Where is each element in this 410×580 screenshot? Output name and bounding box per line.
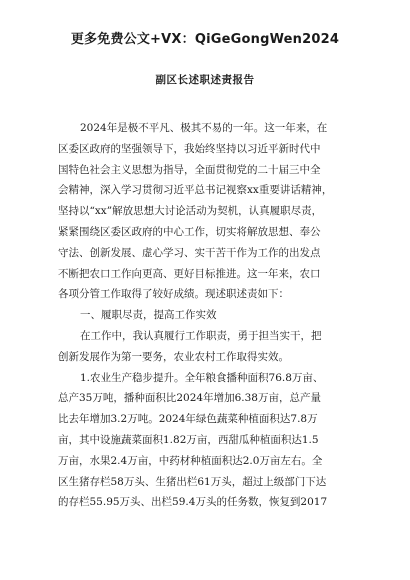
body-text-line: 国特色社会主义思想为指导，全面贯彻党的二十届三中全 [58,163,321,176]
body-text-line: 总产35万吨，播种面积比2024年增加6.38万亩，总产量 [58,392,321,405]
body-text-line: 在工作中，我认真履行工作职责，勇于担当实干，把 [80,330,322,342]
header-note: 更多免费公文+VX：QiGeGongWen2024 [70,32,340,47]
body-text-line: 1.农业生产稳步提升。全年粮食播种面积76.8万亩、 [80,371,324,384]
body-text-line: 万亩，水果2.4万亩，中药材种植面积达2.0万亩左右。全 [58,454,323,467]
body-text-line: 坚持以“xx”解放思想大讨论活动为契机，认真履职尽责， [58,205,323,218]
body-text-line: 区生猪存栏58万头、生猪出栏61万头，超过上级部门下达 [58,475,327,488]
body-text-line: 紧紧围绕区委区政府的中心工作，切实将解放思想、奉公 [58,226,321,238]
body-text-line: 的存栏55.95万头、出栏59.4万头的任务数，恢复到2017 [58,496,328,509]
body-text-line: 2024年是极不平凡、极其不易的一年。这一年来，在 [80,122,328,134]
body-text-line: 各项分管工作取得了较好成绩。现述职述责如下： [58,288,289,301]
body-text-line: 区委区政府的坚强领导下，我始终坚持以习近平新时代中 [58,142,321,155]
body-text-line: 比去年增加3.2万吨。2024年绿色蔬菜种植面积达7.8万 [58,413,318,426]
document-title: 副区长述职述责报告 [155,74,255,86]
body-text-line: 守法、创新发展、虚心学习、实干苦干作为工作的出发点 [58,246,321,259]
body-text-line: 一、履职尽责，提高工作实效 [80,309,217,322]
body-text-line: 亩，其中设施蔬菜面积1.82万亩，西甜瓜种植面积达1.5 [58,434,319,446]
body-text-line: 创新发展作为第一要务，农业农村工作取得实效。 [58,350,289,363]
body-text-line: 不断把农口工作向更高、更好目标推进。这一年来，农口 [58,267,321,280]
body-text-line: 会精神，深入学习贯彻习近平总书记视察xx重要讲话精神， [58,184,333,197]
